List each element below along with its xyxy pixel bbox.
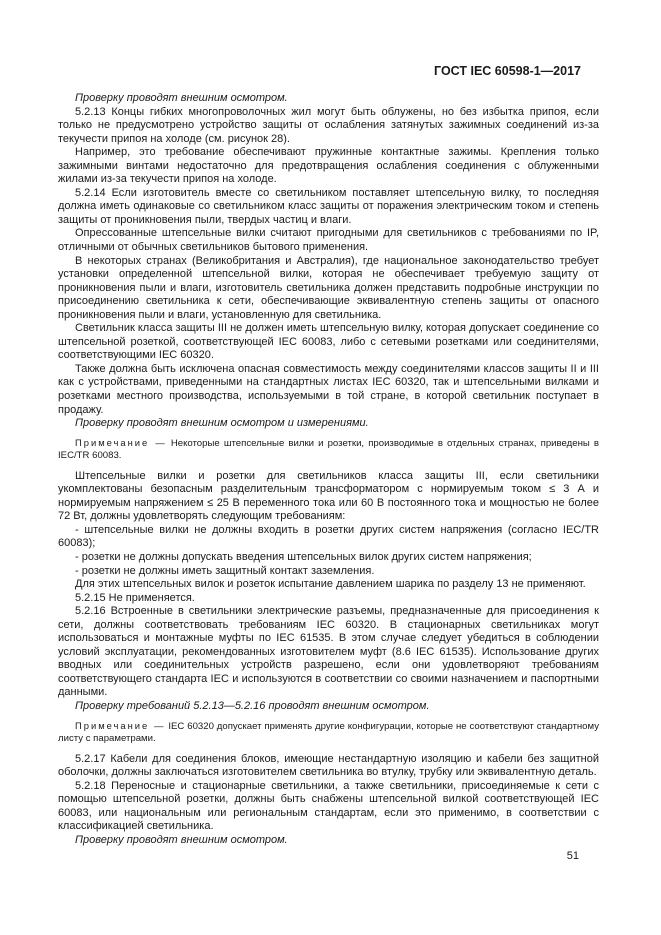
list-item: - розетки не должны иметь защитный контакт заземления. [75,564,375,577]
note [58,437,599,462]
paragraph: Например, это требование обеспечивают пружинные контактные зажимы. Крепления только зажимными винтами недостаточно для предотвращения ослабления соединения с облуженными жилами из-за текучести припоя на холоде. [58,146,599,186]
paragraph: Проверку проводят внешним осмотром. [75,833,288,846]
page-number: 51 [566,850,579,862]
paragraph: 5.2.15 Не применяется. [75,591,195,604]
paragraph: Опрессованные штепсельные вилки считают пригодными для светильников с требованиями по IP, отличными от обычных светильников бытового применения. [58,227,599,254]
paragraph: 5.2.14 Если изготовитель вместе со светильником поставляет штепсельную вилку, то последняя должна иметь одинаковые со светильником класс защиты от поражения электрическим током и степень защиты от проникновения пыли, твердых частиц и влаги. [58,186,599,226]
note-label: Примечание — [75,436,167,448]
list-item: - розетки не должны допускать введения штепсельных вилок других систем напряжения; [75,550,532,563]
paragraph: 5.2.17 Кабели для соединения блоков, имеющие нестандартную изоляцию и кабели без защитной оболочки, должны заключаться изготовителем светильника во втулку, трубку или эквивалентную деталь. [58,752,599,779]
paragraph: 5.2.16 Встроенные в светильники электрические разъемы, предназначенные для присоединения к сети, должны соответствовать требованиям IEC 60320. В стационарных светильниках могут использоваться и монтажные муфты по IEC 61535. В этом случае следует убедиться в соблюдении условий эксплуатации, рекомендованных изготовителем муфт (8.6 IEC 61535). Использование других вводных или соединительных устройств разрешено, если они удовлетворяют требованиям соответствующего стандарта IEC и используются в соответствии со своими назначением и паспортными данными. [58,605,599,699]
document-body [58,92,599,847]
paragraph: 5.2.13 Концы гибких многопроволочных жил могут быть облужены, но без избытка припоя, если только не предусмотрено устройство защиты от ослабления затянутых зажимных соединений из-за текучести припоя на холоде (см. рисунок 28). [58,105,599,145]
note-text: IEC 60320 допускает применять другие конфигурации, которые не соответствуют стандартному листу с параметрами. [58,720,600,744]
paragraph: Штепсельные вилки и розетки для светильников класса защиты III, если светильники укомплектованы безопасным разделительным трансформатором с нормируемым током ≤ 3 А и нормируемым напряжением ≤ 25 В переменного тока или 60 В постоянного тока и мощностью не более 72 Вт, должны удовлетворять следующим требованиям: [58,469,599,523]
paragraph: Проверку проводят внешним осмотром и измерениями. [75,417,369,430]
standard-header: ГОСТ IEC 60598-1—2017 [434,64,581,78]
list-item: - штепсельные вилки не должны входить в розетки других систем напряжения (согласно IEC/TR 60083); [58,523,599,550]
note-text: Некоторые штепсельные вилки и розетки, производимые в отдельных странах, приведены в IEC/TR 60083. [58,437,599,461]
paragraph: Также должна быть исключена опасная совместимость между соединителями классов защиты II и III как с устройствами, приведенными на стандартных листах IEC 60320, так и штепсельными вилками и розетками местного производства, используемыми в той стране, в которой светильник поступает в продажу. [58,362,599,416]
paragraph: Проверку проводят внешним осмотром. [75,92,288,104]
paragraph: Светильник класса защиты III не должен иметь штепсельную вилку, которая допускает соединение со штепсельной розеткой, соответствующей IEC 60083, либо с сетевыми розетками или соединителями, соответствующими IEC 60320. [58,322,599,362]
note-label: Примечание — [75,719,166,731]
note [58,720,599,745]
paragraph: Проверку требований 5.2.13—5.2.16 проводят внешним осмотром. [75,699,430,712]
paragraph: 5.2.18 Переносные и стационарные светильники, а также светильники, присоединяемые к сети с помощью штепсельной розетки, должны быть снабжены штепсельной вилкой соответствующей IEC 60083, или национальным или региональным стандартам, если это применимо, в соответствии с классификацией светильника. [58,779,599,833]
paragraph: В некоторых странах (Великобритания и Австралия), где национальное законодательство требует установки определенной штепсельной вилки, которая не обеспечивает требуемую защиту от проникновения пыли и влаги, изготовитель светильника должен представить подробные инструкции по присоединению светильника к сети, обеспечивающие эквивалентную степень защиты от опасного проникновения пыли и влаги, установленную для светильника. [58,254,599,321]
paragraph: Для этих штепсельных вилок и розеток испытание давлением шарика по разделу 13 не применяют. [75,578,586,591]
